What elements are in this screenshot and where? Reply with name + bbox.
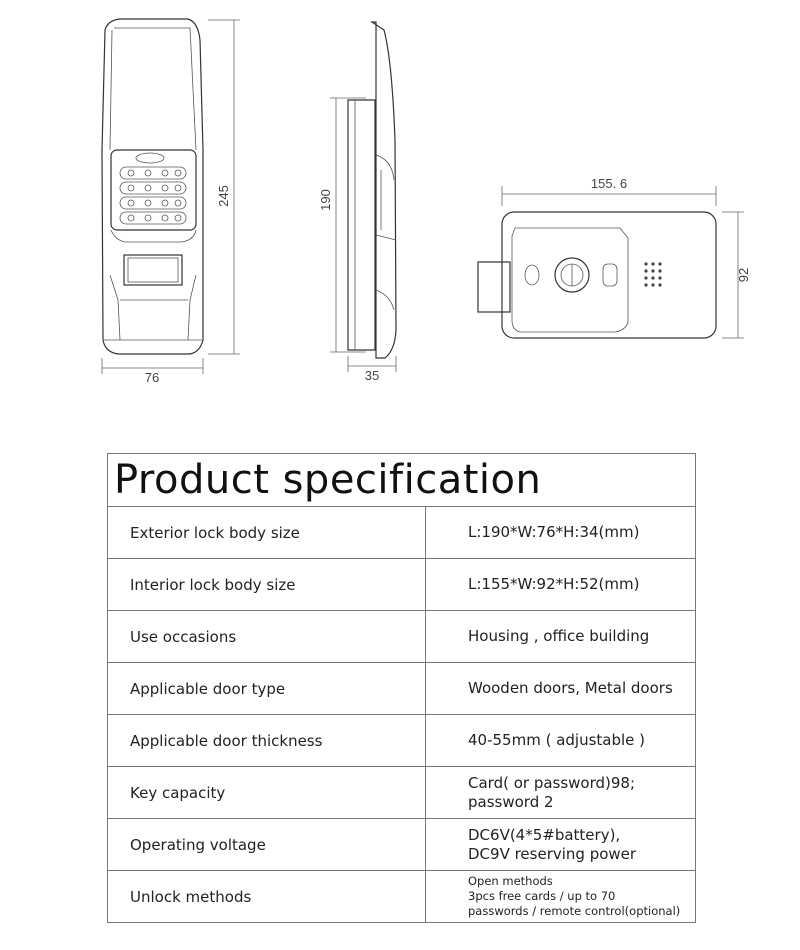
spec-value	[426, 819, 696, 871]
table-row	[108, 819, 696, 871]
spec-label: Applicable door thickness	[108, 715, 426, 767]
table-row	[108, 559, 696, 611]
spec-value	[426, 871, 696, 923]
table-row	[108, 715, 696, 767]
spec-value-line: DC6V(4*5#battery),	[468, 825, 621, 844]
spec-label: Unlock methods	[108, 871, 426, 923]
spec-label: Operating voltage	[108, 819, 426, 871]
interior-keypad-holes	[644, 262, 661, 286]
spec-value	[426, 767, 696, 819]
dim-side-depth: 35	[364, 368, 380, 383]
spec-value: L:190*W:76*H:34(mm)	[426, 507, 696, 559]
spec-value-line: password 2	[468, 792, 554, 811]
spec-title-row	[108, 454, 696, 507]
spec-title: Product specification	[108, 454, 696, 507]
table-row	[108, 611, 696, 663]
dim-front-width: 76	[144, 370, 160, 385]
dim-interior-width: 155. 6	[590, 176, 628, 191]
spec-label: Use occasions	[108, 611, 426, 663]
side-view-drawing	[330, 22, 396, 372]
table-row	[108, 663, 696, 715]
table-row	[108, 507, 696, 559]
spec-label: Exterior lock body size	[108, 507, 426, 559]
technical-drawings	[0, 0, 800, 440]
spec-value: 40-55mm ( adjustable )	[426, 715, 696, 767]
spec-value: Housing , office building	[426, 611, 696, 663]
spec-label: Key capacity	[108, 767, 426, 819]
spec-value: Wooden doors, Metal doors	[426, 663, 696, 715]
spec-value-line: 3pcs free cards / up to 70	[468, 889, 616, 903]
interior-view-drawing	[478, 186, 744, 338]
keypad-drawing	[120, 153, 186, 224]
spec-label: Interior lock body size	[108, 559, 426, 611]
dim-front-height: 245	[216, 185, 231, 207]
table-row	[108, 767, 696, 819]
table-row	[108, 871, 696, 923]
spec-value-line: passwords / remote control(optional)	[468, 904, 681, 918]
dim-side-height: 190	[318, 189, 333, 211]
spec-value-line: Card( or password)98;	[468, 773, 636, 792]
spec-value: L:155*W:92*H:52(mm)	[426, 559, 696, 611]
spec-value-line: DC9V reserving power	[468, 844, 637, 863]
spec-label: Applicable door type	[108, 663, 426, 715]
spec-table	[107, 453, 696, 923]
spec-value-line: Open methods	[468, 874, 553, 888]
dim-interior-height: 92	[736, 267, 751, 283]
